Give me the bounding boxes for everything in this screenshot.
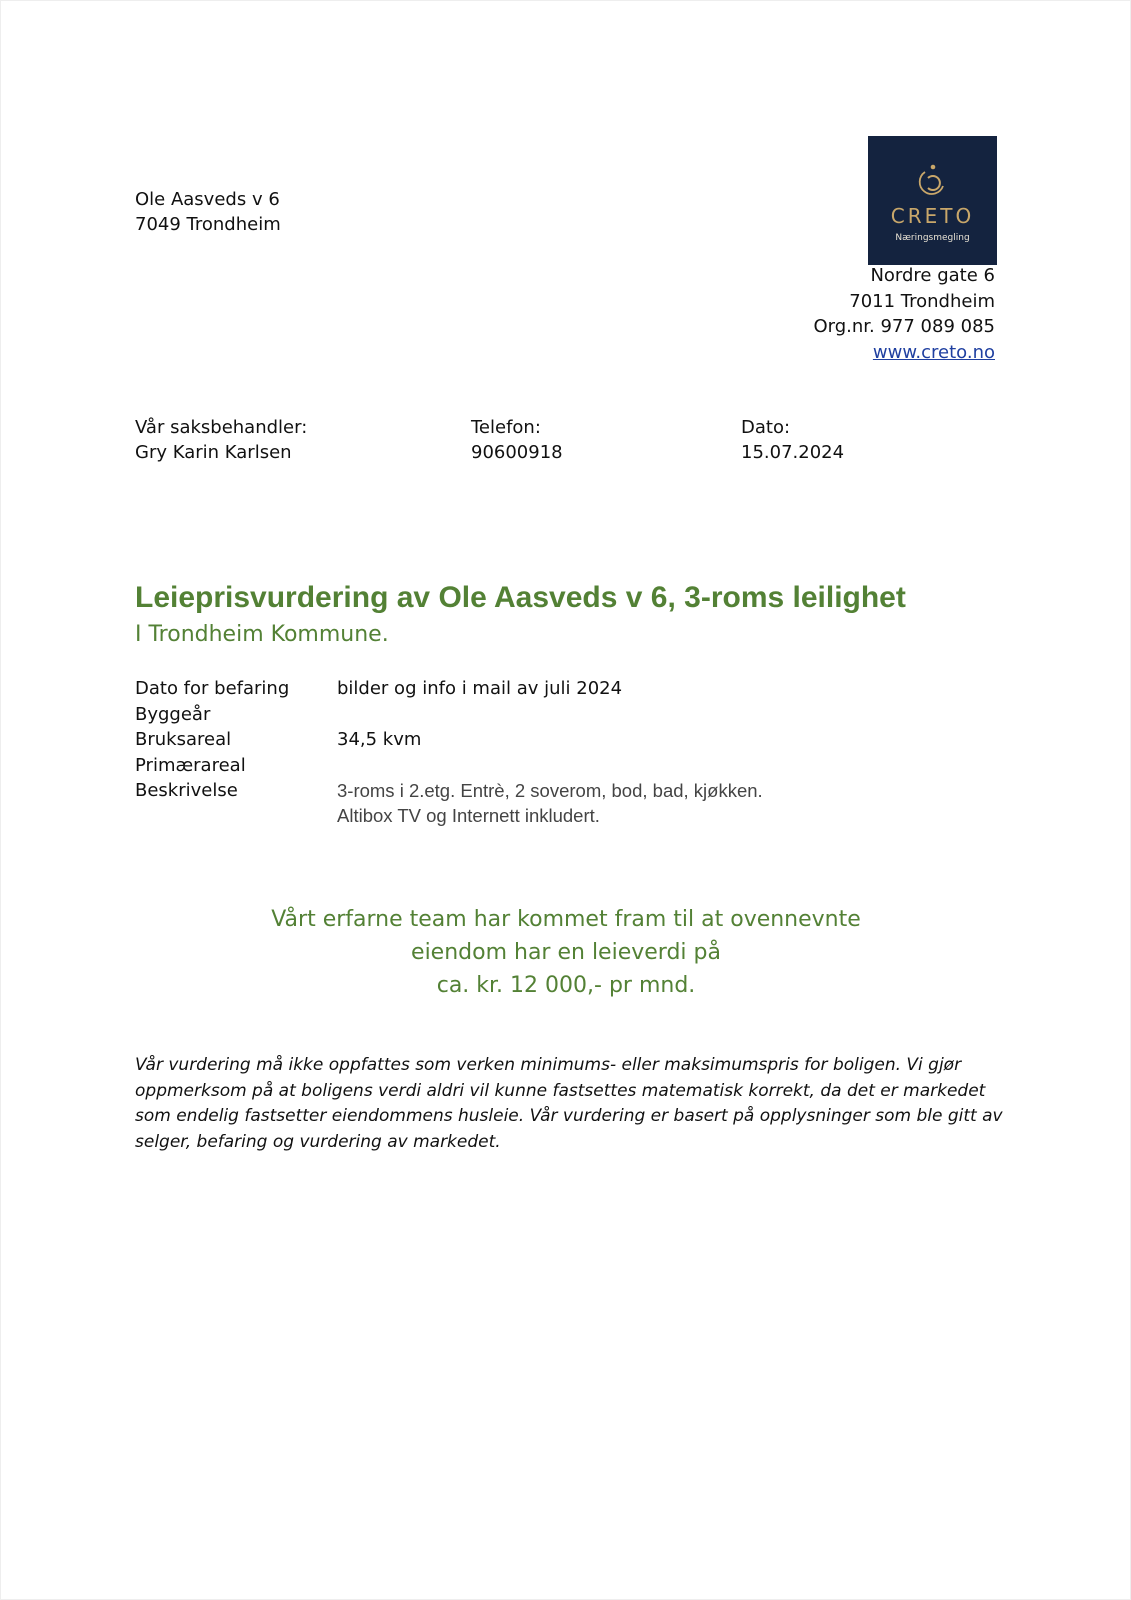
sender-postal: 7011 Trondheim [849, 290, 995, 312]
logo-name: CRETO [890, 204, 975, 228]
conclusion-amount: ca. kr. 12 000,- pr mnd. [436, 973, 696, 998]
disclaimer-line: Vår vurdering må ikke oppfattes som verken minimums- eller maksimumspris for boligen. Vi gjør [135, 1055, 962, 1075]
phone-block [471, 415, 563, 465]
phone-label: Telefon: [471, 417, 541, 438]
fact-label: Byggeår [135, 703, 211, 725]
sender-orgnr: Org.nr. 977 089 085 [813, 316, 995, 337]
disclaimer [135, 1053, 1005, 1155]
fact-label: Bruksareal [135, 729, 232, 750]
fact-label: Dato for befaring [135, 678, 290, 699]
creto-logo [868, 136, 997, 265]
sender-street: Nordre gate 6 [870, 265, 995, 286]
fact-label: Beskrivelse [135, 780, 238, 801]
handler-block [135, 415, 307, 465]
logo-tagline: Næringsmegling [895, 233, 970, 243]
description-line: 3-roms i 2.etg. Entrè, 2 soverom, bod, bad, kjøkken. [337, 780, 763, 801]
website-link[interactable]: www.creto.no [872, 341, 995, 363]
handler-value: Gry Karin Karlsen [135, 442, 292, 463]
property-description [337, 778, 763, 828]
date-block [741, 415, 844, 465]
sender-address [813, 263, 995, 365]
document-subtitle: I Trondheim Kommune. [135, 622, 389, 647]
fact-label: Primærareal [135, 754, 246, 776]
fact-value: 34,5 kvm [337, 729, 422, 750]
logo-emblem-icon [868, 136, 997, 265]
date-label: Dato: [741, 417, 791, 438]
recipient-postal: 7049 Trondheim [135, 214, 281, 235]
date-value: 15.07.2024 [741, 442, 845, 463]
disclaimer-line: som endelig fastsetter eiendommens husleie. Vår vurdering er basert på opplysninger som ble gitt av [135, 1106, 1003, 1126]
valuation-conclusion [201, 903, 931, 1002]
fact-value: bilder og info i mail av juli 2024 [337, 678, 623, 699]
document-title: Leieprisvurdering av Ole Aasveds v 6, 3-roms leilighet [135, 581, 906, 614]
recipient-street: Ole Aasveds v 6 [135, 189, 280, 210]
disclaimer-line: selger, befaring og vurdering av markedet. [135, 1131, 501, 1152]
description-line: Altibox TV og Internett inkludert. [337, 805, 600, 826]
disclaimer-line: oppmerksom på at boligens verdi aldri vil kunne fastsettes matematisk korrekt, da det er markedet [135, 1080, 986, 1101]
conclusion-line: Vårt erfarne team har kommet fram til at ovennevnte [271, 907, 861, 932]
handler-label: Vår saksbehandler: [135, 417, 308, 438]
phone-value: 90600918 [471, 442, 563, 463]
conclusion-line: eiendom har en leieverdi på [411, 940, 721, 965]
recipient-address [135, 187, 281, 237]
